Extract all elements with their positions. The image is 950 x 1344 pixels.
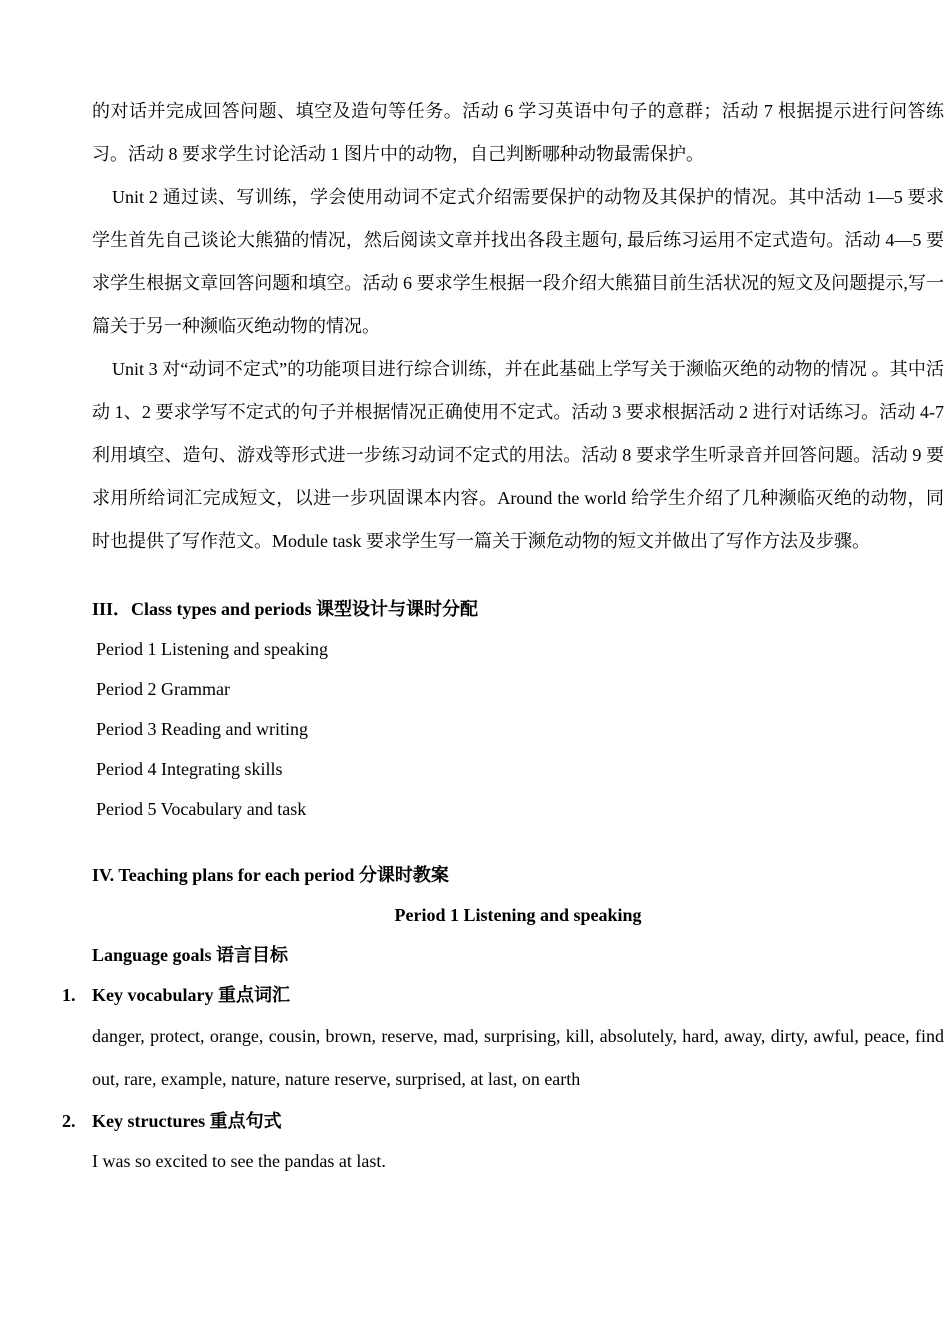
section4-heading: IV. Teaching plans for each period 分课时教案 — [92, 865, 449, 885]
paragraph-unit1-continued: 的对话并完成回答问题、填空及造句等任务。活动 6 学习英语中句子的意群；活动 7 根据提示进行问答练习。活动 8 要求学生讨论活动 1 图片中的动物，自己判断哪种动物最需保护。 — [92, 101, 944, 164]
item-number: 1. — [62, 985, 76, 1005]
period-list — [92, 629, 944, 829]
period-title: Period 1 Listening and speaking — [394, 905, 642, 925]
period-item: Period 4 Integrating skills — [96, 759, 283, 779]
key-vocabulary-list: danger, protect, orange, cousin, brown, reserve, mad, surprising, kill, absolutely, hard, away, dirty, awful, peace, find out, rare, example, nature, nature reserve, surprised, at last, on earth — [92, 1026, 944, 1089]
item-title: Key vocabulary 重点词汇 — [92, 985, 290, 1005]
period-item: Period 3 Reading and writing — [96, 719, 308, 739]
period-item: Period 2 Grammar — [96, 679, 230, 699]
language-goals-heading: Language goals 语言目标 — [92, 945, 289, 965]
paragraph-unit3: Unit 3 对“动词不定式”的功能项目进行综合训练，并在此基础上学写关于濒临灭绝的动物的情况 。其中活动 1、2 要求学写不定式的句子并根据情况正确使用不定式。活动 3 要求根据活动 2 进行对话练习。活动 4-7 利用填空、造句、游戏等形式进一步练习动词不定式的用法。活动 8 要求学生听录音并回答问题。活动 9 要求用所给词汇完成短文，以进一步巩固课本内容。Around the world 给学生介绍了几种濒临灭绝的动物，同时也提供了写作范文。Module task 要求学生写一篇关于濒危动物的短文并做出了写作方法及步骤。 — [92, 359, 944, 551]
section3-heading: III．Class types and periods 课型设计与课时分配 — [92, 599, 479, 619]
period-item: Period 1 Listening and speaking — [96, 639, 328, 659]
period-item: Period 5 Vocabulary and task — [96, 799, 307, 819]
document-page — [62, 90, 944, 1181]
item-title: Key structures 重点句式 — [92, 1111, 282, 1131]
key-structures-heading — [62, 1101, 944, 1141]
key-vocabulary-heading — [62, 975, 944, 1015]
paragraph-unit2: Unit 2 通过读、写训练，学会使用动词不定式介绍需要保护的动物及其保护的情况。其中活动 1—5 要求学生首先自己谈论大熊猫的情况，然后阅读文章并找出各段主题句, 最后练习运用不定式造句。活动 4—5 要求学生根据文章回答问题和填空。活动 6 要求学生根据一段介绍大熊猫目前生活状况的短文及问题提示,写一篇关于另一种濒临灭绝动物的情况。 — [92, 187, 944, 336]
item-number: 2. — [62, 1111, 76, 1131]
key-structure-sentence: I was so excited to see the pandas at last. — [92, 1151, 386, 1171]
